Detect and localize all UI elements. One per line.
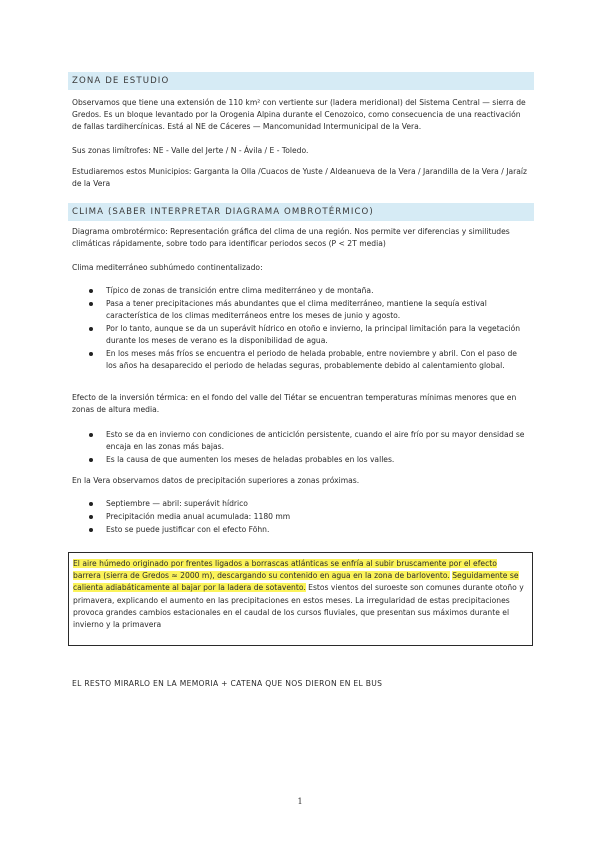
zona-paragraph-1: Observamos que tiene una extensión de 110 km² con vertiente sur (ladera meridional) del Sistema Central — sierra de Gredos. Es un bloque levantado por la Orogenia Alpina durante el Cenozoico, como consecuencia de una reactivación de fallas tardihercínicas. Está al NE de Cáceres — Mancomunidad Intermunicipal de la Vera.: [72, 98, 526, 132]
highlighted-text: Seguidamente se calienta adiabáticamente al bajar por la ladera de sotavento.: [73, 571, 519, 593]
clima-paragraph-4: En la Vera observamos datos de precipitación superiores a zonas próximas.: [72, 476, 360, 485]
list-item: Septiembre — abril: superávit hídrico: [86, 498, 526, 510]
page-number: 1: [297, 797, 303, 806]
list-item: Por lo tanto, aunque se da un superávit hídrico en otoño e invierno, la principal limitación para la vegetación durante los meses de verano es la disponibilidad de agua.: [86, 323, 526, 347]
clima-bullet-list-1: [86, 285, 526, 373]
list-item: Pasa a tener precipitaciones más abundantes que el clima mediterráneo, mantiene la sequía estival característica de los climas mediterráneos entre los meses de junio y agosto.: [86, 298, 526, 322]
foehn-effect-box: [68, 552, 533, 646]
clima-paragraph-3: Efecto de la inversión térmica: en el fondo del valle del Tiétar se encuentran temperaturas mínimas menores que en zonas de altura media.: [72, 393, 517, 415]
clima-bullet-list-2: [86, 429, 526, 467]
zona-paragraph-2: Sus zonas limítrofes: NE - Valle del Jerte / N - Ávila / E - Toledo.: [72, 146, 309, 155]
list-item: Es la causa de que aumenten los meses de heladas probables en los valles.: [86, 454, 526, 466]
clima-bullet-list-3: [86, 498, 526, 536]
footer-note: EL RESTO MIRARLO EN LA MEMORIA + CATENA QUE NOS DIERON EN EL BUS: [72, 679, 383, 688]
list-item: Esto se puede justificar con el efecto Föhn.: [86, 524, 526, 536]
clima-paragraph-2: Clima mediterráneo subhúmedo continentalizado:: [72, 263, 263, 272]
section-heading-clima: CLIMA (SABER INTERPRETAR DIAGRAMA OMBROTÉRMICO): [68, 203, 534, 221]
list-item: En los meses más fríos se encuentra el periodo de helada probable, entre noviembre y abril. Con el paso de los años ha desaparecido el periodo de heladas seguras, probablemente debido al calentamiento global.: [86, 348, 526, 372]
foehn-effect-text: [73, 558, 525, 631]
zona-paragraph-3: Estudiaremos estos Municipios: Garganta la Olla /Cuacos de Yuste / Aldeanueva de la Vera / Jarandilla de la Vera / Jaraíz de la Vera: [72, 167, 527, 189]
list-item: Típico de zonas de transición entre clima mediterráneo y de montaña.: [86, 285, 526, 297]
list-item: Esto se da en invierno con condiciones de anticiclón persistente, cuando el aire frío por su mayor densidad se encaja en las zonas más bajas.: [86, 429, 526, 453]
highlighted-text: El aire húmedo originado por frentes ligados a borrascas atlánticas se enfría al subir bruscamente por el efecto barrera (sierra de Gredos ≈ 2000 m), descargando su contenido en agua en la zona de barlovento.: [73, 559, 497, 581]
list-item: Precipitación media anual acumulada: 1180 mm: [86, 511, 526, 523]
section-heading-zona: ZONA DE ESTUDIO: [68, 72, 534, 90]
box-body-text: Estos vientos del suroeste son comunes durante otoño y primavera, explicando el aumento en las precipitaciones en estos meses. La irregularidad de estas precipitaciones provoca grandes cambios estacionales en el caudal de los cursos fluviales, que presentan sus máximos durante el invierno y la primavera: [73, 583, 524, 630]
clima-paragraph-1: Diagrama ombrotérmico: Representación gráfica del clima de una región. Nos permite ver diferencias y similitudes climáticas rápidamente, sobre todo para identificar periodos secos (P < 2T media): [72, 227, 510, 249]
